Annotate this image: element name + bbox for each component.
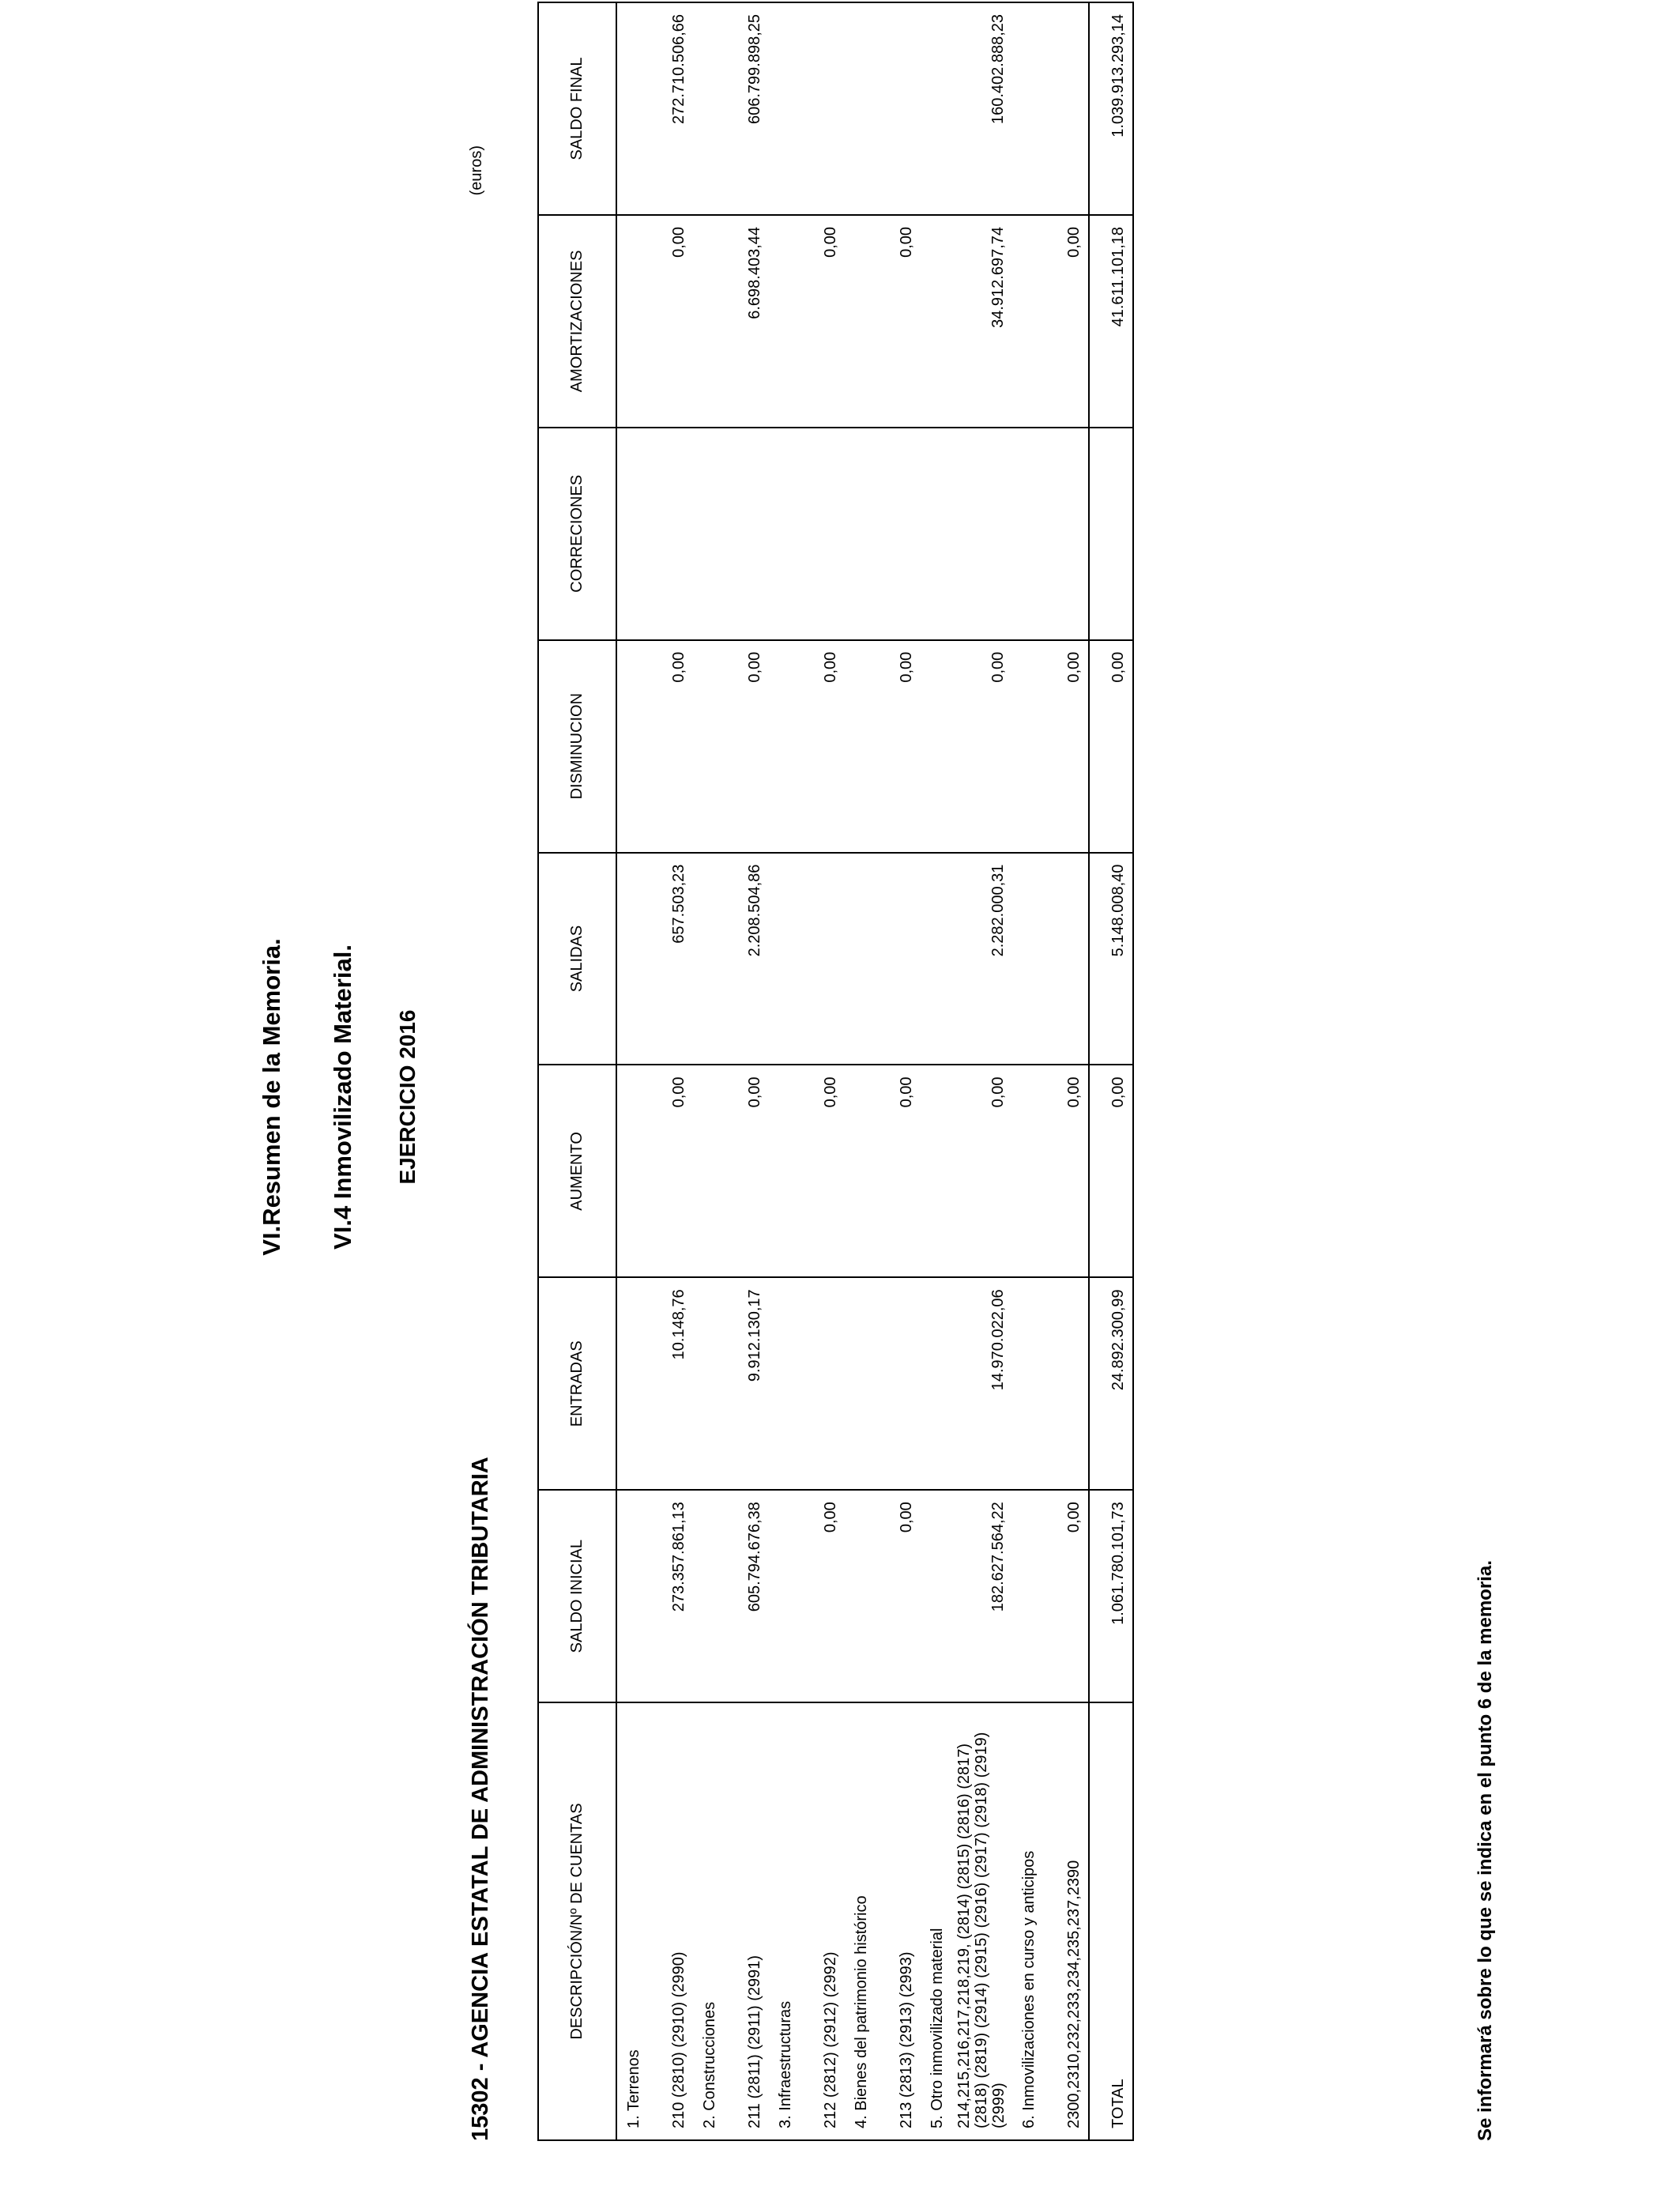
table-row (616, 2, 650, 2140)
amount-cell: 0,00 (802, 215, 845, 428)
amount-cell (693, 1065, 726, 1277)
amount-cell (1012, 1277, 1045, 1490)
column-header: SALDO INICIAL (538, 1490, 616, 1702)
amount-cell (616, 640, 650, 853)
amount-cell: 0,00 (1089, 640, 1133, 853)
amount-cell: 0,00 (1089, 1065, 1133, 1277)
amount-cell: 0,00 (954, 1065, 1012, 1277)
amount-cell (1045, 428, 1089, 640)
account-description: 212 (2812) (2912) (2992) (802, 1702, 845, 2140)
amount-cell: 0,00 (650, 640, 693, 853)
table-row (1012, 2, 1045, 2140)
table-row (878, 2, 921, 2140)
table-row (954, 2, 1012, 2140)
amount-cell: 182.627.564,22 (954, 1490, 1012, 1702)
footnote: Se informará sobre lo que se indica en el punto 6 de la memoria. (1475, 1560, 1496, 2141)
amount-cell (1045, 853, 1089, 1065)
amount-cell (878, 853, 921, 1065)
amount-cell (769, 640, 802, 853)
amount-cell: 0,00 (878, 215, 921, 428)
amount-cell (921, 853, 954, 1065)
amount-cell: 1.039.913.293,14 (1089, 2, 1133, 215)
column-header: CORRECIONES (538, 428, 616, 640)
currency-units: (euros) (468, 145, 485, 196)
amount-cell: 0,00 (1045, 1490, 1089, 1702)
amount-cell (845, 640, 878, 853)
amount-cell (845, 1490, 878, 1702)
amount-cell (616, 428, 650, 640)
account-description: TOTAL (1089, 1702, 1133, 2140)
amount-cell: 0,00 (954, 640, 1012, 853)
amount-cell (693, 215, 726, 428)
amount-cell: 34.912.697,74 (954, 215, 1012, 428)
amount-cell (1012, 428, 1045, 640)
column-header: SALIDAS (538, 853, 616, 1065)
amount-cell (921, 2, 954, 215)
table-row (726, 2, 769, 2140)
amount-cell: 0,00 (726, 640, 769, 853)
account-description: 4. Bienes del patrimonio histórico (845, 1702, 878, 2140)
amount-cell (1089, 428, 1133, 640)
amount-cell: 6.698.403,44 (726, 215, 769, 428)
account-description: 214,215,216,217,218,219, (2814) (2815) (2816) (2817) (2818) (2819) (2914) (2915) (2916) (2917) (2918) (2919) (2999) (954, 1702, 1012, 2140)
amount-cell (693, 2, 726, 215)
table-header-row (538, 2, 616, 2140)
column-header: DISMINUCION (538, 640, 616, 853)
amount-cell (616, 853, 650, 1065)
organization-name: 15302 - AGENCIA ESTATAL DE ADMINISTRACIÓN TRIBUTARIA (468, 1457, 493, 2141)
amount-cell: 273.357.861,13 (650, 1490, 693, 1702)
table-row (1045, 2, 1089, 2140)
table-row (802, 2, 845, 2140)
amount-cell (878, 428, 921, 640)
account-description: 6. Inmovilizaciones en curso y anticipos (1012, 1702, 1045, 2140)
account-description: 210 (2810) (2910) (2990) (650, 1702, 693, 2140)
amount-cell: 0,00 (878, 1065, 921, 1277)
amount-cell: 14.970.022,06 (954, 1277, 1012, 1490)
amount-cell (845, 1277, 878, 1490)
amount-cell (845, 2, 878, 215)
amount-cell (921, 1065, 954, 1277)
amount-cell: 2.282.000,31 (954, 853, 1012, 1065)
amount-cell (650, 428, 693, 640)
account-description: 213 (2813) (2913) (2993) (878, 1702, 921, 2140)
amount-cell: 0,00 (802, 1490, 845, 1702)
amount-cell (802, 853, 845, 1065)
amount-cell (769, 1490, 802, 1702)
table-row (650, 2, 693, 2140)
amount-cell: 605.794.676,38 (726, 1490, 769, 1702)
amount-cell: 9.912.130,17 (726, 1277, 769, 1490)
amount-cell: 0,00 (878, 640, 921, 853)
amount-cell: 0,00 (650, 215, 693, 428)
amount-cell (845, 215, 878, 428)
amount-cell (616, 2, 650, 215)
table-row (1089, 2, 1133, 2140)
account-description: 5. Otro inmovilizado material (921, 1702, 954, 2140)
amount-cell (921, 640, 954, 853)
amount-cell (769, 1065, 802, 1277)
amount-cell: 160.402.888,23 (954, 2, 1012, 215)
amount-cell: 0,00 (650, 1065, 693, 1277)
column-header: ENTRADAS (538, 1277, 616, 1490)
amount-cell (878, 1277, 921, 1490)
amount-cell (1012, 1490, 1045, 1702)
amount-cell: 606.799.898,25 (726, 2, 769, 215)
amount-cell (1012, 215, 1045, 428)
amount-cell: 0,00 (1045, 215, 1089, 428)
amount-cell (921, 215, 954, 428)
fixed-assets-table (537, 2, 1134, 2141)
section-title: VI.4 Inmovilizado Material. (329, 944, 356, 1250)
amount-cell (693, 1490, 726, 1702)
amount-cell (726, 428, 769, 640)
amount-cell: 0,00 (726, 1065, 769, 1277)
column-header: DESCRIPCIÓN/Nº DE CUENTAS (538, 1702, 616, 2140)
amount-cell: 2.208.504,86 (726, 853, 769, 1065)
amount-cell: 41.611.101,18 (1089, 215, 1133, 428)
amount-cell (954, 428, 1012, 640)
amount-cell (616, 1490, 650, 1702)
amount-cell (921, 1490, 954, 1702)
amount-cell (1012, 640, 1045, 853)
amount-cell: 272.710.506,66 (650, 2, 693, 215)
amount-cell (802, 1277, 845, 1490)
table-row (769, 2, 802, 2140)
table-body (616, 2, 1133, 2140)
table-row (693, 2, 726, 2140)
amount-cell: 0,00 (1045, 640, 1089, 853)
amount-cell (769, 428, 802, 640)
amount-cell: 10.148,76 (650, 1277, 693, 1490)
amount-cell: 0,00 (802, 1065, 845, 1277)
amount-cell (693, 853, 726, 1065)
amount-cell (845, 1065, 878, 1277)
amount-cell (616, 1065, 650, 1277)
account-description: 1. Terrenos (616, 1702, 650, 2140)
amount-cell (769, 2, 802, 215)
amount-cell: 5.148.008,40 (1089, 853, 1133, 1065)
amount-cell (616, 215, 650, 428)
report-title: VI.Resumen de la Memoria. (258, 938, 285, 1256)
amount-cell: 657.503,23 (650, 853, 693, 1065)
amount-cell (1012, 1065, 1045, 1277)
table-row (845, 2, 878, 2140)
fiscal-year-title: EJERCICIO 2016 (395, 1009, 420, 1185)
amount-cell (878, 2, 921, 215)
amount-cell (845, 853, 878, 1065)
amount-cell: 0,00 (878, 1490, 921, 1702)
amount-cell (693, 428, 726, 640)
amount-cell (616, 1277, 650, 1490)
table-row (921, 2, 954, 2140)
amount-cell (802, 428, 845, 640)
amount-cell: 1.061.780.101,73 (1089, 1490, 1133, 1702)
column-header: AUMENTO (538, 1065, 616, 1277)
column-header: SALDO FINAL (538, 2, 616, 215)
amount-cell (1012, 2, 1045, 215)
amount-cell (921, 1277, 954, 1490)
amount-cell (1045, 1277, 1089, 1490)
account-description: 2. Construcciones (693, 1702, 726, 2140)
account-description: 3. Infraestructuras (769, 1702, 802, 2140)
column-header: AMORTIZACIONES (538, 215, 616, 428)
amount-cell: 0,00 (802, 640, 845, 853)
amount-cell (769, 215, 802, 428)
amount-cell: 0,00 (1045, 1065, 1089, 1277)
account-description: 211 (2811) (2911) (2991) (726, 1702, 769, 2140)
amount-cell (802, 2, 845, 215)
amount-cell: 24.892.300,99 (1089, 1277, 1133, 1490)
amount-cell (845, 428, 878, 640)
amount-cell (921, 428, 954, 640)
account-description: 2300,2310,232,233,234,235,237,2390 (1045, 1702, 1089, 2140)
amount-cell (693, 640, 726, 853)
amount-cell (1012, 853, 1045, 1065)
amount-cell (769, 1277, 802, 1490)
amount-cell (693, 1277, 726, 1490)
amount-cell (769, 853, 802, 1065)
amount-cell (1045, 2, 1089, 215)
